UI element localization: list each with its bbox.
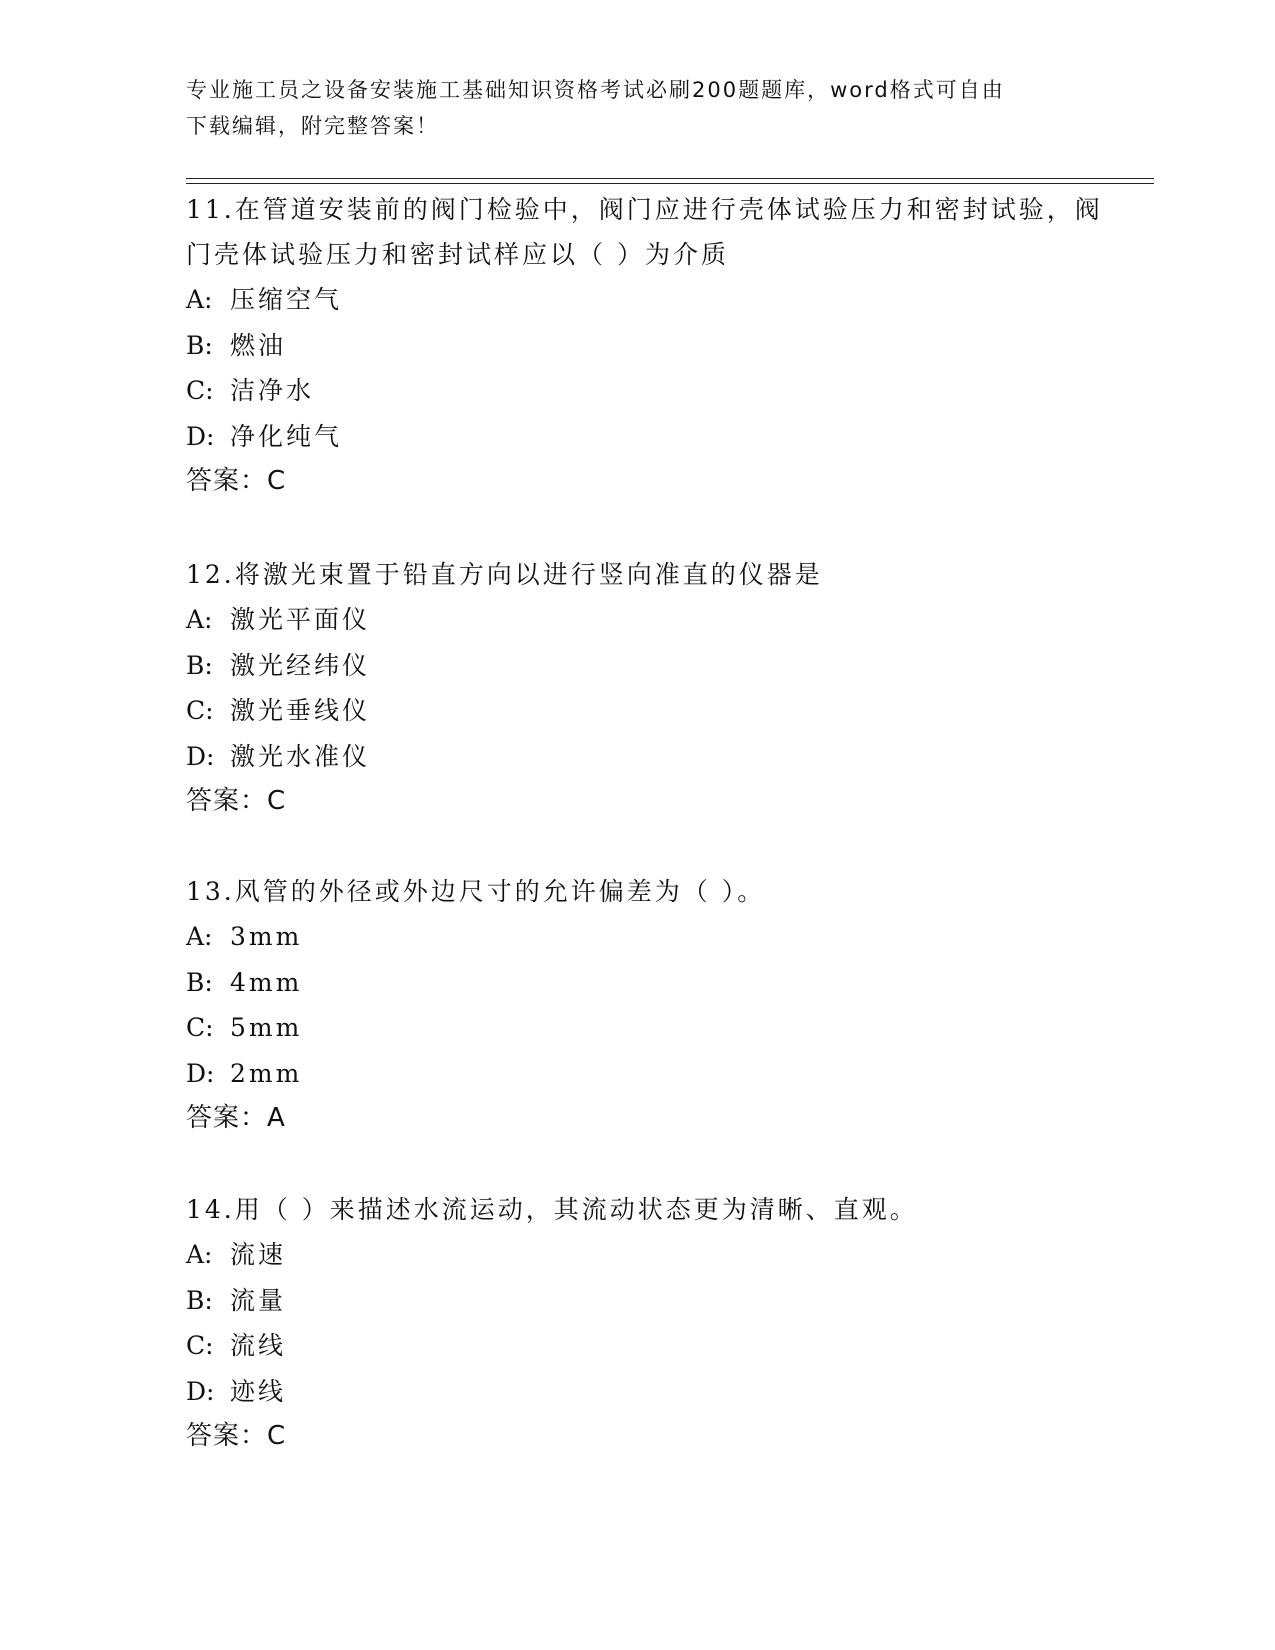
option-text: 流线 bbox=[230, 1331, 287, 1360]
option-text: 激光水准仪 bbox=[230, 741, 371, 771]
document-header bbox=[186, 72, 1086, 144]
option-a bbox=[186, 277, 1116, 323]
option-letter: A: bbox=[186, 605, 213, 634]
option-letter: D: bbox=[186, 421, 215, 451]
option-text: 2mm bbox=[230, 1058, 303, 1088]
option-text: 燃油 bbox=[230, 330, 287, 360]
option-text: 激光垂线仪 bbox=[230, 696, 371, 725]
answer-line: 答案：A bbox=[186, 1103, 286, 1133]
option-text: 激光平面仪 bbox=[230, 605, 371, 634]
option-d bbox=[186, 1051, 1116, 1097]
answer-line: 答案：C bbox=[186, 1421, 287, 1451]
option-text: 5mm bbox=[230, 1013, 303, 1042]
answer-line: 答案：C bbox=[186, 466, 287, 496]
option-letter: D: bbox=[186, 741, 215, 771]
option-d bbox=[186, 1369, 1116, 1415]
option-letter: C: bbox=[186, 1331, 214, 1360]
question-stem: 14.用（ ）来描述水流运动，其流动状态更为清晰、直观。 bbox=[186, 1195, 918, 1224]
question-12 bbox=[186, 552, 1116, 824]
question-stem: 13.风管的外径或外边尺寸的允许偏差为（ ）。 bbox=[186, 877, 766, 906]
option-c bbox=[186, 368, 1116, 414]
option-b bbox=[186, 960, 1116, 1006]
option-d bbox=[186, 734, 1116, 780]
header-divider-top bbox=[186, 178, 1154, 179]
option-letter: B: bbox=[186, 967, 213, 997]
question-13 bbox=[186, 869, 1116, 1141]
option-c bbox=[186, 688, 1116, 734]
option-b bbox=[186, 643, 1116, 689]
option-text: 压缩空气 bbox=[230, 285, 343, 314]
option-text: 迹线 bbox=[230, 1376, 287, 1406]
question-stem: 12.将激光束置于铅直方向以进行竖向准直的仪器是 bbox=[186, 560, 823, 589]
option-text: 洁净水 bbox=[230, 376, 315, 405]
option-letter: C: bbox=[186, 696, 214, 725]
option-a bbox=[186, 1232, 1116, 1278]
option-letter: B: bbox=[186, 1285, 213, 1315]
option-a bbox=[186, 597, 1116, 643]
question-14 bbox=[186, 1187, 1116, 1459]
option-d bbox=[186, 414, 1116, 460]
header-line-1: 专业施工员之设备安装施工基础知识资格考试必刷200题题库，word格式可自由 bbox=[186, 78, 1005, 102]
option-b bbox=[186, 1278, 1116, 1324]
option-letter: A: bbox=[186, 922, 213, 951]
option-letter: A: bbox=[186, 285, 213, 314]
option-text: 净化纯气 bbox=[230, 421, 343, 451]
answer-line: 答案：C bbox=[186, 786, 287, 816]
question-11 bbox=[186, 187, 1116, 504]
option-letter: D: bbox=[186, 1376, 215, 1406]
option-letter: B: bbox=[186, 330, 213, 360]
option-text: 4mm bbox=[230, 967, 303, 997]
header-line-2: 下载编辑，附完整答案！ bbox=[186, 114, 439, 138]
option-c bbox=[186, 1005, 1116, 1051]
option-text: 激光经纬仪 bbox=[230, 650, 371, 680]
option-text: 流速 bbox=[230, 1240, 287, 1269]
option-text: 流量 bbox=[230, 1285, 287, 1315]
option-letter: D: bbox=[186, 1058, 215, 1088]
option-text: 3mm bbox=[230, 922, 303, 951]
option-b bbox=[186, 323, 1116, 369]
option-letter: B: bbox=[186, 650, 213, 680]
option-letter: A: bbox=[186, 1240, 213, 1269]
question-stem: 11.在管道安装前的阀门检验中，阀门应进行壳体试验压力和密封试验，阀门壳体试验压力和密封试样应以（ ）为介质 bbox=[186, 195, 1103, 269]
option-a bbox=[186, 914, 1116, 960]
option-letter: C: bbox=[186, 1013, 214, 1042]
option-letter: C: bbox=[186, 376, 214, 405]
option-c bbox=[186, 1323, 1116, 1369]
header-divider-bottom bbox=[186, 183, 1154, 184]
